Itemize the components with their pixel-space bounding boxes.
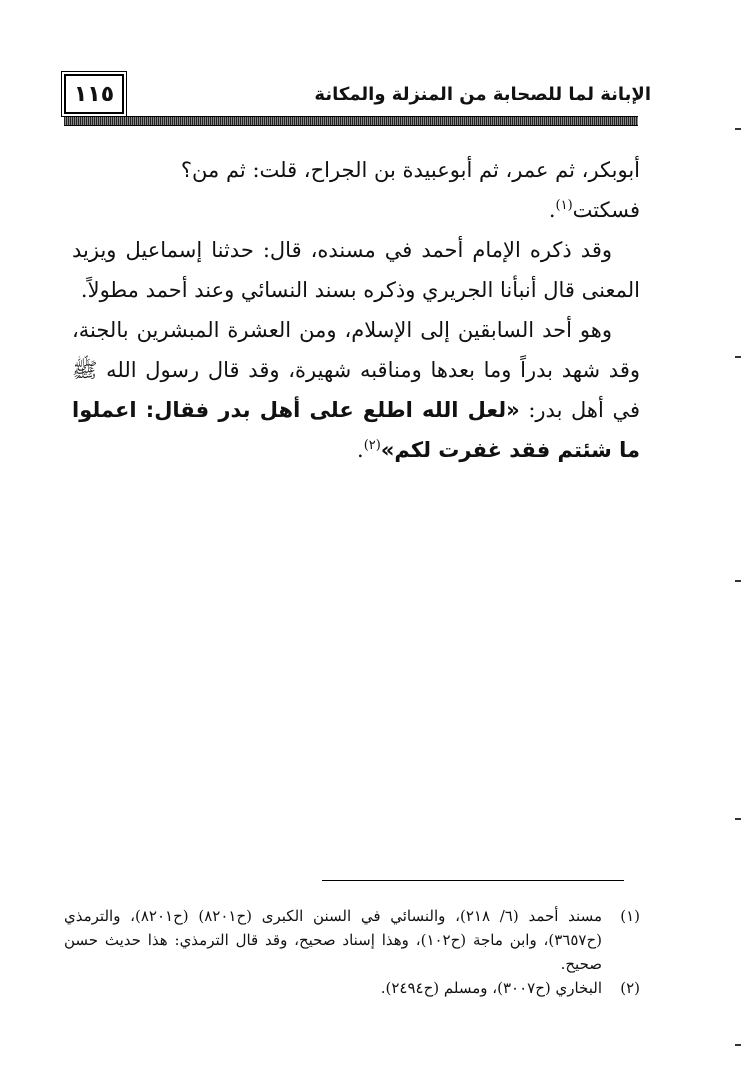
- paragraph-1-line-2: فسكتت: [572, 198, 640, 222]
- footnote-2-number: (٢): [620, 979, 640, 997]
- scan-edge-mark: [735, 580, 741, 582]
- footnotes: [64, 904, 640, 1000]
- paragraph-1-end: .: [548, 198, 556, 222]
- header-rule: [64, 116, 638, 126]
- scan-edge-mark: [735, 128, 741, 130]
- footnote-2-text: البخاري (ح٣٠٠٧)، ومسلم (ح٢٤٩٤).: [380, 979, 602, 997]
- footnote-1-number: (١): [620, 907, 640, 925]
- footnote-separator: [322, 880, 624, 881]
- scan-edge-mark: [735, 356, 741, 358]
- footnote-ref-2: (٢): [363, 438, 381, 453]
- paragraph-3: [72, 310, 640, 470]
- scan-edge-mark: [735, 1044, 741, 1046]
- footnote-ref-1: (١): [555, 198, 573, 213]
- paragraph-1: [72, 150, 640, 230]
- paragraph-2: وقد ذكره الإمام أحمد في مسنده، قال: حدثنا إسماعيل ويزيد المعنى قال أنبأنا الجريري وذكره بسند النسائي وعند أحمد مطولاً.: [72, 238, 640, 302]
- footnote-2: [64, 976, 640, 1000]
- footnote-1: [64, 904, 640, 976]
- scan-edge-mark: [735, 818, 741, 820]
- main-text: [72, 150, 640, 470]
- footnote-1-text: مسند أحمد (٦/ ٢١٨)، والنسائي في السنن الكبرى (ح٨٢٠١) (ح٨٢٠١)، والترمذي (ح٣٦٥٧)، وابن ماجة (ح١٠٢)، وهذا إسناد صحيح، وقد قال الترمذي: هذا حديث حسن صحيح.: [64, 907, 602, 973]
- hadith-quote: «لعل الله اطلع على أهل بدر فقال: اعملوا ما شئتم فقد غفرت لكم»: [72, 398, 640, 462]
- paragraph-3-text: وهو أحد السابقين إلى الإسلام، ومن العشرة المبشرين بالجنة، وقد شهد بدراً وما بعدها ومناقبه شهيرة، وقد قال رسول الله ﷺ في أهل بدر:: [72, 318, 640, 422]
- paragraph-3-end: .: [357, 438, 364, 462]
- running-title: الإبانة لما للصحابة من المنزلة والمكانة: [314, 84, 651, 105]
- page-number: ١١٥: [64, 74, 124, 114]
- paragraph-1-line-1: أبوبكر، ثم عمر، ثم أبوعبيدة بن الجراح، قلت: ثم من؟: [180, 158, 640, 182]
